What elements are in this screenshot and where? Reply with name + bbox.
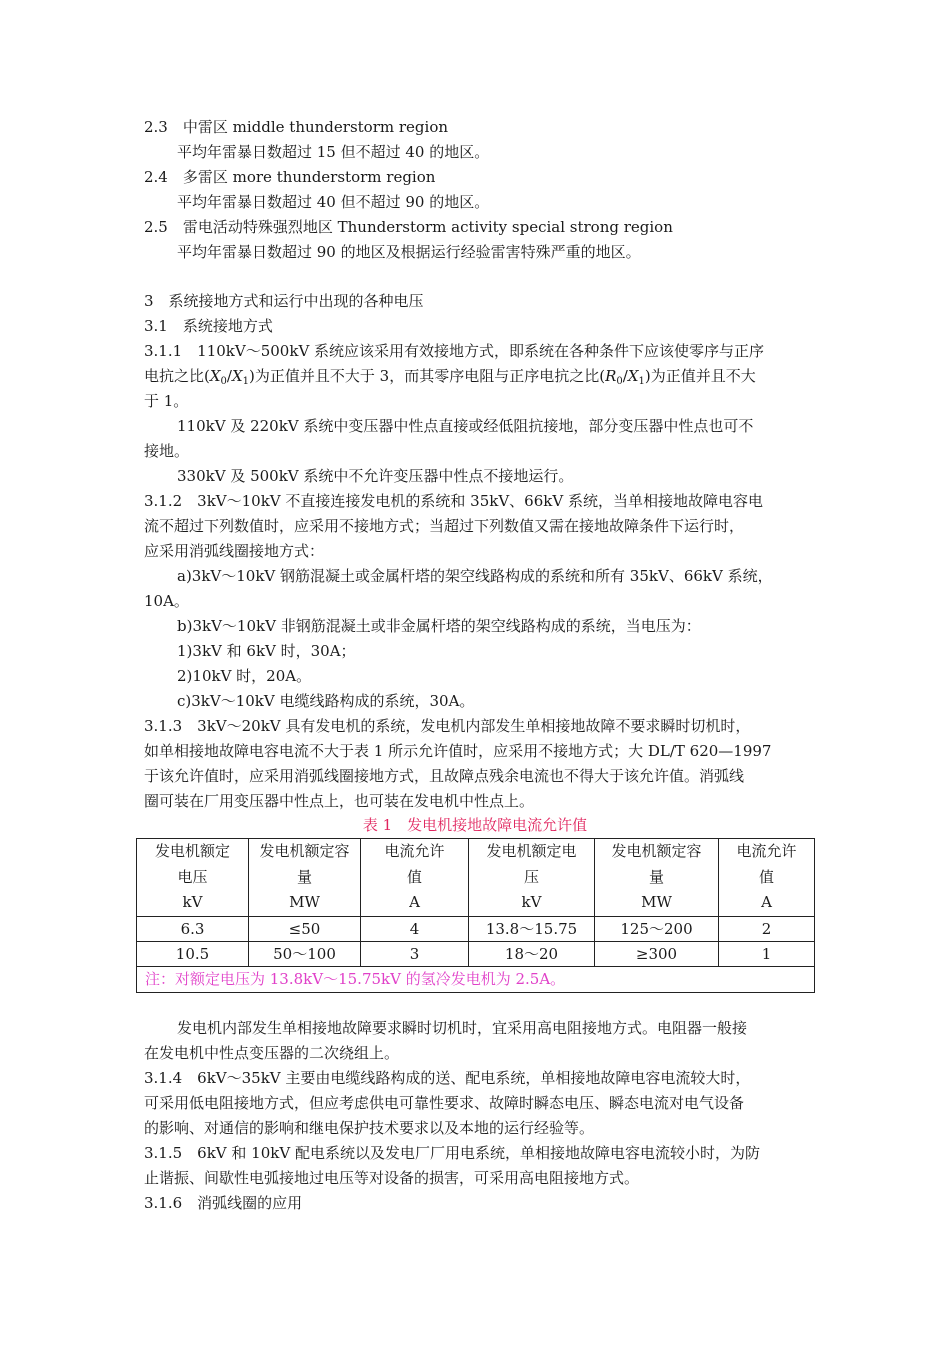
table-row xyxy=(137,916,815,941)
table-cell: 4 xyxy=(361,916,469,941)
header-cell: 电流允许 值 A xyxy=(719,839,815,917)
table-note-row xyxy=(137,966,815,992)
clause-3-1-4-line-2: 可采用低电阻接地方式，但应考虑供电可靠性要求、故障时瞬态电压、瞬态电流对电气设备 xyxy=(144,1094,745,1112)
section-2-3-heading: 2.3 中雷区 middle thunderstorm region xyxy=(144,118,449,136)
paragraph-high-resistance-line-2: 在发电机中性点变压器的二次绕组上。 xyxy=(144,1044,400,1062)
table-cell: 13.8～15.75 xyxy=(469,916,595,941)
paragraph-110kv-220kv: 110kV 及 220kV 系统中变压器中性点直接或经低阻抗接地，部分变压器中性点也可不 xyxy=(177,417,754,435)
clause-3-1-4-line-3: 的影响、对通信的影响和继电保护技术要求以及本地的运行经验等。 xyxy=(144,1119,595,1137)
table-cell: 18～20 xyxy=(469,941,595,966)
clause-3-1-1-line-1: 3.1.1 110kV～500kV 系统应该采用有效接地方式，即系统在各种条件下应该使零序与正序 xyxy=(144,342,765,360)
table-row xyxy=(137,941,815,966)
section-2-5-heading: 2.5 雷电活动特殊强烈地区 Thunderstorm activity special strong region xyxy=(144,218,673,236)
table-cell: 50～100 xyxy=(249,941,361,966)
clause-3-1-1-line-3: 于 1。 xyxy=(144,392,189,410)
item-a-line-1: a)3kV～10kV 钢筋混凝土或金属杆塔的架空线路构成的系统和所有 35kV、66kV 系统， xyxy=(177,567,773,585)
table-note: 注：对额定电压为 13.8kV～15.75kV 的氢冷发电机为 2.5A。 xyxy=(137,966,815,992)
table-header-row xyxy=(137,839,815,917)
section-2-5-definition: 平均年雷暴日数超过 90 的地区及根据运行经验雷害特殊严重的地区。 xyxy=(177,243,641,261)
clause-3-1-3-line-3: 于该允许值时，应采用消弧线圈接地方式，且故障点残余电流也不得大于该允许值。消弧线 xyxy=(144,767,745,785)
section-2-4-heading: 2.4 多雷区 more thunderstorm region xyxy=(144,168,436,186)
header-cell: 发电机额定 电压 kV xyxy=(137,839,249,917)
paragraph-330kv-500kv: 330kV 及 500kV 系统中不允许变压器中性点不接地运行。 xyxy=(177,467,574,485)
clause-3-1-3-line-4: 圈可装在厂用变压器中性点上，也可装在发电机中性点上。 xyxy=(144,792,535,810)
item-c: c)3kV～10kV 电缆线路构成的系统，30A。 xyxy=(177,692,475,710)
section-2-4-definition: 平均年雷暴日数超过 40 但不超过 90 的地区。 xyxy=(177,193,490,211)
clause-3-1-5-line-2: 止谐振、间歇性电弧接地过电压等对设备的损害，可采用高电阻接地方式。 xyxy=(144,1169,640,1187)
clause-3-1-2-line-1: 3.1.2 3kV～10kV 不直接连接发电机的系统和 35kV、66kV 系统，当单相接地故障电容电 xyxy=(144,492,763,510)
table-cell: 1 xyxy=(719,941,815,966)
item-b: b)3kV～10kV 非钢筋混凝土或非金属杆塔的架空线路构成的系统，当电压为： xyxy=(177,617,701,635)
table-cell: 125～200 xyxy=(595,916,719,941)
table-cell: 6.3 xyxy=(137,916,249,941)
paragraph-110kv-220kv-cont: 接地。 xyxy=(144,442,190,460)
clause-3-1-2-line-3: 应采用消弧线圈接地方式： xyxy=(144,542,325,560)
section-2-3-definition: 平均年雷暴日数超过 15 但不超过 40 的地区。 xyxy=(177,143,490,161)
table-cell: 10.5 xyxy=(137,941,249,966)
clause-3-1-5-line-1: 3.1.5 6kV 和 10kV 配电系统以及发电厂厂用电系统，单相接地故障电容电流较小时，为防 xyxy=(144,1144,760,1162)
table-1-caption: 表 1 发电机接地故障电流允许值 xyxy=(362,816,588,834)
table-cell: ≤50 xyxy=(249,916,361,941)
table-cell: ≥300 xyxy=(595,941,719,966)
chapter-3-heading: 3 系统接地方式和运行中出现的各种电压 xyxy=(144,292,424,310)
table-cell: 2 xyxy=(719,916,815,941)
generator-fault-current-table xyxy=(136,838,815,993)
item-b-2: 2)10kV 时，20A。 xyxy=(177,667,312,685)
header-cell: 发电机额定容 量 MW xyxy=(249,839,361,917)
paragraph-high-resistance-line-1: 发电机内部发生单相接地故障要求瞬时切机时，宜采用高电阻接地方式。电阻器一般接 xyxy=(177,1019,748,1037)
item-a-line-2: 10A。 xyxy=(144,592,189,610)
header-cell: 发电机额定电 压 kV xyxy=(469,839,595,917)
section-3-1-heading: 3.1 系统接地方式 xyxy=(144,317,273,335)
clause-3-1-3-line-1: 3.1.3 3kV～20kV 具有发电机的系统，发电机内部发生单相接地故障不要求瞬时切机时， xyxy=(144,717,751,735)
clause-3-1-6-heading: 3.1.6 消弧线圈的应用 xyxy=(144,1194,303,1212)
clause-3-1-4-line-1: 3.1.4 6kV～35kV 主要由电缆线路构成的送、配电系统，单相接地故障电容电流较大时， xyxy=(144,1069,751,1087)
clause-3-1-1-line-2: 电抗之比$(X_0/X_1)$为正值并且不大于 3，而其零序电阻与正序电抗之比$(R_0/X_1)$为正值并且不大 xyxy=(144,367,756,387)
clause-3-1-2-line-2: 流不超过下列数值时，应采用不接地方式；当超过下列数值又需在接地故障条件下运行时， xyxy=(144,517,745,535)
header-cell: 发电机额定容 量 MW xyxy=(595,839,719,917)
header-cell: 电流允许 值 A xyxy=(361,839,469,917)
item-b-1: 1)3kV 和 6kV 时，30A； xyxy=(177,642,356,660)
table-cell: 3 xyxy=(361,941,469,966)
clause-3-1-3-line-2: 如单相接地故障电容电流不大于表 1 所示允许值时，应采用不接地方式；大 DL/T 620—1997 xyxy=(144,742,772,760)
